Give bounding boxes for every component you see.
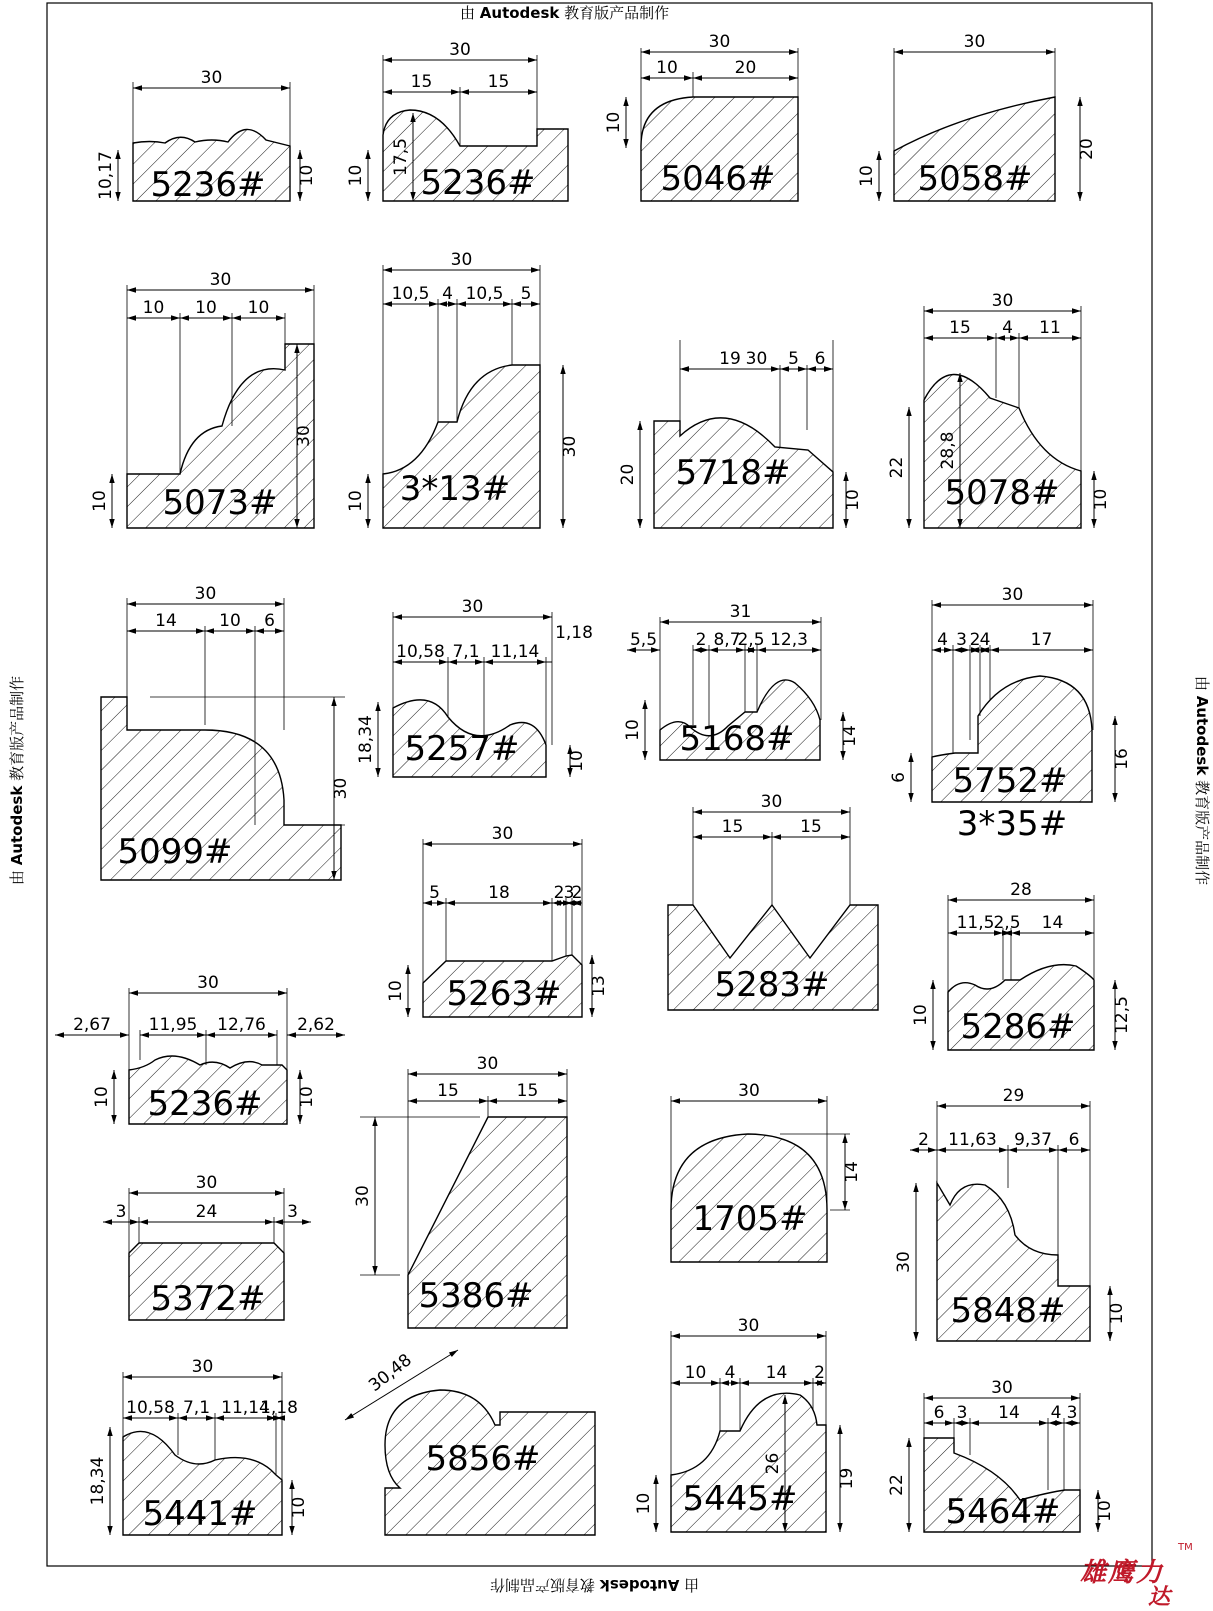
- dim-h-label: 6: [814, 349, 826, 369]
- trademark-symbol: TM: [1178, 1542, 1193, 1553]
- dim-h-label: 6: [264, 611, 275, 631]
- dim-h-label: 5: [520, 284, 532, 304]
- dim-h-label: 4: [979, 630, 991, 650]
- dim-v-label: 10: [857, 165, 877, 187]
- dim-h-label: 2: [553, 883, 565, 903]
- dim-h-label: 30: [200, 68, 223, 88]
- dim-v-label: 22: [887, 1474, 907, 1496]
- dim-v-label: 10: [90, 490, 110, 512]
- dim-v-label: 28,8: [938, 431, 958, 470]
- profile-5718-6: [618, 340, 863, 528]
- dim-v-label: 10: [911, 1004, 931, 1026]
- profile-5236-1: [346, 40, 568, 203]
- dim-h-label: 15: [410, 72, 433, 92]
- dim-h-label: 10,5: [465, 284, 504, 304]
- dim-h-label: 30: [745, 349, 768, 369]
- dim-h-label: 7,1: [182, 1398, 211, 1418]
- dim-h-label: 3: [956, 630, 967, 650]
- profile-code: 5386#: [418, 1276, 534, 1316]
- dim-h-label: 1,18: [260, 1398, 298, 1418]
- dim-v-label: 10: [92, 1086, 112, 1108]
- dim-h-label: 30: [708, 32, 731, 52]
- dim-h-label: 30: [197, 973, 219, 993]
- dim-h-label: 3: [115, 1202, 127, 1222]
- dim-h-label: 11,14: [490, 642, 540, 662]
- dim-v-label: 26: [763, 1452, 783, 1475]
- dim-h-label: 28: [1010, 880, 1032, 900]
- dim-slant-label: 30,48: [365, 1350, 416, 1396]
- dim-h-label: 14: [998, 1403, 1020, 1423]
- dim-v-label: 10: [623, 719, 643, 741]
- dim-v-label: 10,17: [96, 151, 116, 200]
- dim-h-label: 2: [969, 630, 981, 650]
- profile-5286-15: [911, 880, 1132, 1050]
- profile-code: 5718#: [675, 453, 791, 493]
- dim-h-label: 11,14: [221, 1398, 270, 1418]
- dim-h-label: 10: [219, 611, 241, 631]
- profile-5441-21: [88, 1357, 309, 1535]
- profile-5236-16: [55, 973, 345, 1124]
- dim-v-label: 10: [297, 164, 317, 187]
- dim-v-label: 20: [1077, 138, 1097, 160]
- dim-v-label: 30: [894, 1251, 914, 1273]
- profile-5263-13: [386, 824, 609, 1017]
- dim-h-label: 12,3: [770, 630, 808, 650]
- dim-h-label: 30: [209, 270, 232, 290]
- dim-v-label: 10: [346, 164, 366, 187]
- dim-h-label: 4: [1050, 1403, 1062, 1423]
- dim-h-label: 30: [737, 1316, 760, 1336]
- profile-5099-8: [101, 584, 351, 880]
- dim-v-label: 19: [837, 1467, 857, 1490]
- dim-h-label: 4: [937, 630, 948, 650]
- watermark-left: 由 Autodesk 教育版产品制作: [8, 675, 27, 886]
- profile-code: 5236#: [150, 165, 266, 205]
- dim-v-label: 10: [1091, 488, 1111, 511]
- dim-h-label: 2,5: [993, 913, 1021, 933]
- profile-code: 3*13#: [399, 469, 511, 509]
- dim-h-label: 11,5: [956, 913, 995, 933]
- dim-h-label: 6: [1068, 1130, 1080, 1150]
- profile-code: 5441#: [142, 1494, 258, 1534]
- profile-code: 5236#: [147, 1084, 263, 1124]
- dim-h-label: 12,76: [217, 1015, 266, 1035]
- profile-5445-23: [634, 1316, 857, 1532]
- profile-code: 5286#: [960, 1007, 1076, 1047]
- dim-h-label: 24: [195, 1202, 218, 1222]
- dim-h-label: 9,37: [1014, 1130, 1052, 1150]
- profile-5073-4: [90, 270, 314, 528]
- dim-h-label: 2,67: [73, 1015, 111, 1035]
- watermark-right: 由 Autodesk 教育版产品制作: [1193, 675, 1212, 886]
- dim-v-label: 18,34: [88, 1456, 108, 1506]
- dim-h-label: 15: [437, 1081, 459, 1101]
- dim-v-label: 30: [353, 1185, 373, 1207]
- profile-code: 5752#: [952, 761, 1068, 801]
- dim-h-label: 31: [729, 602, 752, 622]
- dim-h-label: 10: [195, 298, 217, 318]
- profile-1705-19: [671, 1081, 862, 1262]
- dim-h-label: 2,5: [737, 630, 765, 650]
- dim-h-label: 6: [933, 1403, 945, 1423]
- dim-h-label: 1,18: [555, 623, 593, 643]
- dim-v-label: 6: [889, 772, 909, 783]
- profile-code: 1705#: [692, 1199, 808, 1239]
- profile-code: 5073#: [162, 483, 278, 523]
- dim-h-label: 18: [488, 883, 510, 903]
- profile-outline: [671, 1134, 827, 1262]
- profile-5752-11: [889, 585, 1132, 802]
- dim-v-label: 14: [842, 1161, 862, 1183]
- dim-h-label: 4: [724, 1363, 736, 1383]
- dim-h-label: 2,62: [297, 1015, 335, 1035]
- dim-v-label: 30: [560, 435, 580, 458]
- profile-5168-10: [623, 602, 860, 760]
- dim-h-label: 30: [963, 32, 986, 52]
- profile-5464-24: [887, 1378, 1115, 1532]
- profile-335-12: [957, 804, 1067, 844]
- dim-h-label: 15: [487, 72, 510, 92]
- dim-h-label: 30: [991, 1378, 1013, 1398]
- profile-code: 5283#: [714, 965, 830, 1005]
- dim-h-label: 10: [142, 298, 165, 318]
- dim-h-label: 17: [1030, 630, 1053, 650]
- dim-h-label: 15: [516, 1081, 539, 1101]
- dim-v-label: 20: [618, 463, 638, 486]
- profile-5078-7: [887, 291, 1111, 528]
- profile-code: 5445#: [682, 1479, 798, 1519]
- dim-h-label: 10,5: [391, 284, 430, 304]
- profile-5283-14: [668, 792, 878, 1010]
- dim-h-label: 30: [194, 584, 217, 604]
- dim-h-label: 19: [719, 349, 741, 369]
- dim-v-label: 10: [843, 489, 863, 511]
- dim-v-label: 16: [1112, 748, 1132, 770]
- dim-h-label: 2: [695, 630, 707, 650]
- profile-5058-3: [857, 32, 1097, 201]
- dim-h-label: 30: [991, 291, 1014, 311]
- dim-h-label: 30: [738, 1081, 760, 1101]
- profile-code: 5263#: [446, 974, 562, 1014]
- dim-v-label: 10: [289, 1496, 309, 1519]
- dim-h-label: 30: [191, 1357, 214, 1377]
- dim-h-label: 10: [684, 1363, 707, 1383]
- profile-5046-2: [604, 32, 798, 201]
- dim-v-label: 22: [887, 456, 907, 479]
- dim-h-label: 15: [800, 817, 822, 837]
- profile-code: 5464#: [945, 1492, 1061, 1532]
- dim-h-label: 30: [195, 1173, 218, 1193]
- dim-v-label: 12,5: [1112, 996, 1132, 1034]
- profile-5856-22: [345, 1350, 595, 1535]
- dim-h-label: 2: [918, 1130, 929, 1150]
- dim-h-label: 14: [155, 611, 177, 631]
- dim-h-label: 14: [1041, 913, 1064, 933]
- profile-code: 5257#: [404, 729, 520, 769]
- profile-5257-9: [356, 597, 593, 777]
- profile-code: 5168#: [679, 719, 795, 759]
- watermark-top: 由 Autodesk 教育版产品制作: [460, 4, 670, 22]
- dim-v-label: 18,34: [356, 715, 376, 764]
- dim-v-label: 10: [297, 1086, 317, 1108]
- dim-v-label: 10: [346, 490, 366, 512]
- dim-h-label: 3: [563, 883, 575, 903]
- dim-h-label: 30: [461, 597, 484, 617]
- dim-h-label: 2: [571, 883, 583, 903]
- dim-h-label: 10: [247, 298, 270, 318]
- dim-v-label: 30: [294, 425, 314, 447]
- dim-h-label: 5: [788, 349, 799, 369]
- watermark-bottom: 由 Autodesk 教育版产品制作: [490, 1576, 700, 1594]
- profile-5848-20: [894, 1086, 1127, 1341]
- dim-h-label: 10,58: [396, 642, 445, 662]
- dim-h-label: 30: [450, 250, 473, 270]
- dim-h-label: 5,5: [629, 630, 658, 650]
- dim-h-label: 15: [949, 318, 971, 338]
- profile-5386-18: [353, 1054, 567, 1328]
- dim-h-label: 3: [287, 1202, 298, 1222]
- dim-h-label: 11,95: [148, 1015, 198, 1035]
- profile-5236-0: [96, 68, 317, 205]
- profile-313-5: [346, 250, 580, 528]
- dim-h-label: 30: [760, 792, 783, 812]
- brand-logo-sub: 达: [1148, 1584, 1171, 1610]
- profile-code: 5856#: [425, 1439, 541, 1479]
- profile-5372-17: [103, 1173, 311, 1320]
- dim-h-label: 30: [476, 1054, 499, 1074]
- dim-h-label: 10,58: [126, 1398, 175, 1418]
- profile-code: 5848#: [950, 1291, 1066, 1331]
- dim-h-label: 2: [814, 1363, 825, 1383]
- dim-h-label: 4: [1002, 318, 1013, 338]
- dim-v-label: 10: [604, 111, 624, 134]
- profile-code: 3*35#: [956, 804, 1068, 844]
- dim-h-label: 7,1: [452, 642, 480, 662]
- dim-h-label: 4: [442, 284, 453, 304]
- profile-code: 5099#: [117, 832, 233, 872]
- dim-v-label: 10: [386, 980, 406, 1002]
- profile-code: 5058#: [917, 159, 1033, 199]
- dim-v-label: 30: [331, 777, 351, 800]
- dim-h-label: 20: [734, 58, 757, 78]
- dim-v-label: 10: [634, 1492, 654, 1515]
- dim-h-label: 8,7: [713, 630, 741, 650]
- dim-h-label: 5: [429, 883, 440, 903]
- dim-h-label: 29: [1002, 1086, 1025, 1106]
- dim-v-label: 17,5: [391, 138, 411, 176]
- dim-v-label: 13: [589, 975, 609, 997]
- dim-h-label: 15: [721, 817, 744, 837]
- dim-v-label: 14: [840, 725, 860, 747]
- profile-code: 5236#: [420, 163, 536, 203]
- dim-h-label: 30: [449, 40, 471, 60]
- dim-v-label: 10: [1095, 1500, 1115, 1522]
- profile-code: 5078#: [944, 473, 1060, 513]
- dim-h-label: 3: [956, 1403, 968, 1423]
- dim-h-label: 30: [491, 824, 514, 844]
- dim-h-label: 14: [765, 1363, 788, 1383]
- dim-h-label: 3: [1066, 1403, 1078, 1423]
- dim-h-label: 30: [1001, 585, 1024, 605]
- brand-logo: 雄鹰力: [1080, 1558, 1165, 1588]
- dim-h-label: 10: [656, 58, 678, 78]
- profile-code: 5372#: [150, 1279, 266, 1319]
- dim-h-label: 11,63: [948, 1130, 997, 1150]
- profile-code: 5046#: [660, 159, 776, 199]
- dim-v-label: 10: [1107, 1302, 1127, 1325]
- dim-h-label: 11: [1039, 318, 1061, 338]
- dim-v-label: 10: [567, 750, 587, 772]
